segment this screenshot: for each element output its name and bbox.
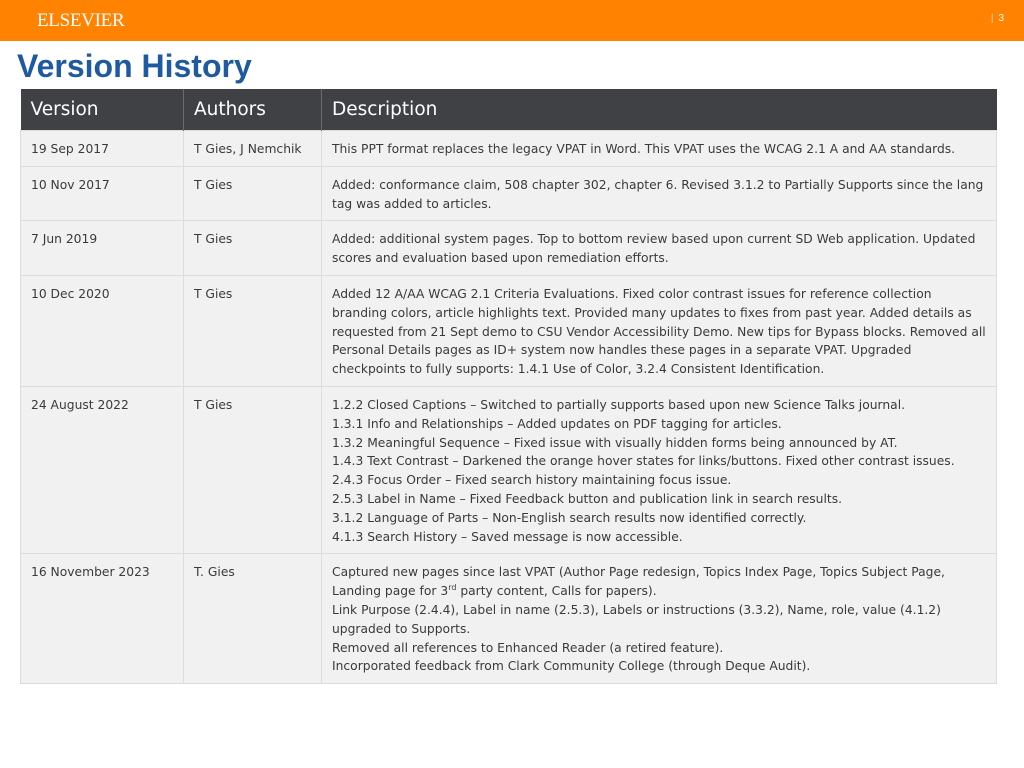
top-bar bbox=[0, 0, 1024, 41]
page-number: | 3 bbox=[990, 13, 1004, 24]
description-line: 2.5.3 Label in Name – Fixed Feedback button and publication link in search results. bbox=[332, 491, 843, 506]
description-cell bbox=[322, 221, 997, 276]
authors-cell: T Gies bbox=[184, 386, 322, 553]
version-cell: 7 Jun 2019 bbox=[21, 221, 184, 276]
column-header-authors: Authors bbox=[184, 89, 322, 131]
authors-cell: T Gies bbox=[184, 221, 322, 276]
table-row bbox=[21, 131, 997, 167]
description-line: 1.4.3 Text Contrast – Darkened the orange hover states for links/buttons. Fixed other contrast issues. bbox=[332, 454, 955, 469]
description-cell bbox=[322, 386, 997, 553]
table-row bbox=[21, 166, 997, 221]
description-line: Added: conformance claim, 508 chapter 302, chapter 6. Revised 3.1.2 to Partially Supports since the lang tag was added to articles. bbox=[332, 177, 984, 211]
description-line: Removed all references to Enhanced Reader (a retired feature). bbox=[332, 640, 724, 655]
description-line: Added: additional system pages. Top to bottom review based upon current SD Web application. Updated scores and evaluation based upon remediation efforts. bbox=[332, 232, 976, 266]
description-line: 2.4.3 Focus Order – Fixed search history maintaining focus issue. bbox=[332, 473, 732, 488]
version-cell: 10 Dec 2020 bbox=[21, 275, 184, 386]
description-line: 3.1.2 Language of Parts – Non-English search results now identified correctly. bbox=[332, 510, 807, 525]
description-cell bbox=[322, 554, 997, 684]
description-line: Added 12 A/AA WCAG 2.1 Criteria Evaluations. Fixed color contrast issues for reference collection branding colors, article highlights text. Provided many updates to fixes from past year. Added details as requested from 21 Sept demo to CSU Vendor Accessibility Demo. New tips for Bypass blocks. Removed all Personal Details pages as ID+ system now handles these pages in a separate VPAT. Upgraded checkpoints to fully supports: 1.4.1 Use of Color, 3.2.4 Consistent Identification. bbox=[332, 286, 986, 377]
description-line: Incorporated feedback from Clark Community College (through Deque Audit). bbox=[332, 659, 811, 674]
version-history-table bbox=[20, 89, 997, 684]
elsevier-logo: ELSEVIER bbox=[37, 10, 125, 31]
column-header-version: Version bbox=[21, 89, 184, 131]
description-line: This PPT format replaces the legacy VPAT in Word. This VPAT uses the WCAG 2.1 A and AA standards. bbox=[332, 142, 956, 156]
page-title: Version History bbox=[17, 48, 252, 84]
description-cell bbox=[322, 275, 997, 386]
authors-cell: T Gies bbox=[184, 166, 322, 221]
table-row bbox=[21, 221, 997, 276]
description-line: 1.3.2 Meaningful Sequence – Fixed issue with visually hidden forms being announced by AT. bbox=[332, 435, 898, 450]
authors-cell: T Gies bbox=[184, 275, 322, 386]
version-cell: 16 November 2023 bbox=[21, 554, 184, 684]
description-cell bbox=[322, 166, 997, 221]
description-line: 1.2.2 Closed Captions – Switched to partially supports based upon new Science Talks journal. bbox=[332, 397, 906, 412]
description-line: Captured new pages since last VPAT (Author Page redesign, Topics Index Page, Topics Subject Page, Landing page for 3rd party content, Calls for papers). bbox=[332, 565, 945, 599]
version-cell: 10 Nov 2017 bbox=[21, 166, 184, 221]
table-row bbox=[21, 554, 997, 684]
description-cell bbox=[322, 131, 997, 167]
column-header-description: Description bbox=[322, 89, 997, 131]
table-row bbox=[21, 386, 997, 553]
version-cell: 19 Sep 2017 bbox=[21, 131, 184, 167]
version-cell: 24 August 2022 bbox=[21, 386, 184, 553]
table-header-row bbox=[21, 89, 997, 131]
description-line: 4.1.3 Search History – Saved message is now accessible. bbox=[332, 529, 683, 544]
authors-cell: T Gies, J Nemchik bbox=[184, 131, 322, 167]
table-row bbox=[21, 275, 997, 386]
description-line: 1.3.1 Info and Relationships – Added updates on PDF tagging for articles. bbox=[332, 416, 782, 431]
authors-cell: T. Gies bbox=[184, 554, 322, 684]
description-line: Link Purpose (2.4.4), Label in name (2.5.3), Labels or instructions (3.3.2), Name, role, value (4.1.2) upgraded to Supports. bbox=[332, 602, 941, 636]
